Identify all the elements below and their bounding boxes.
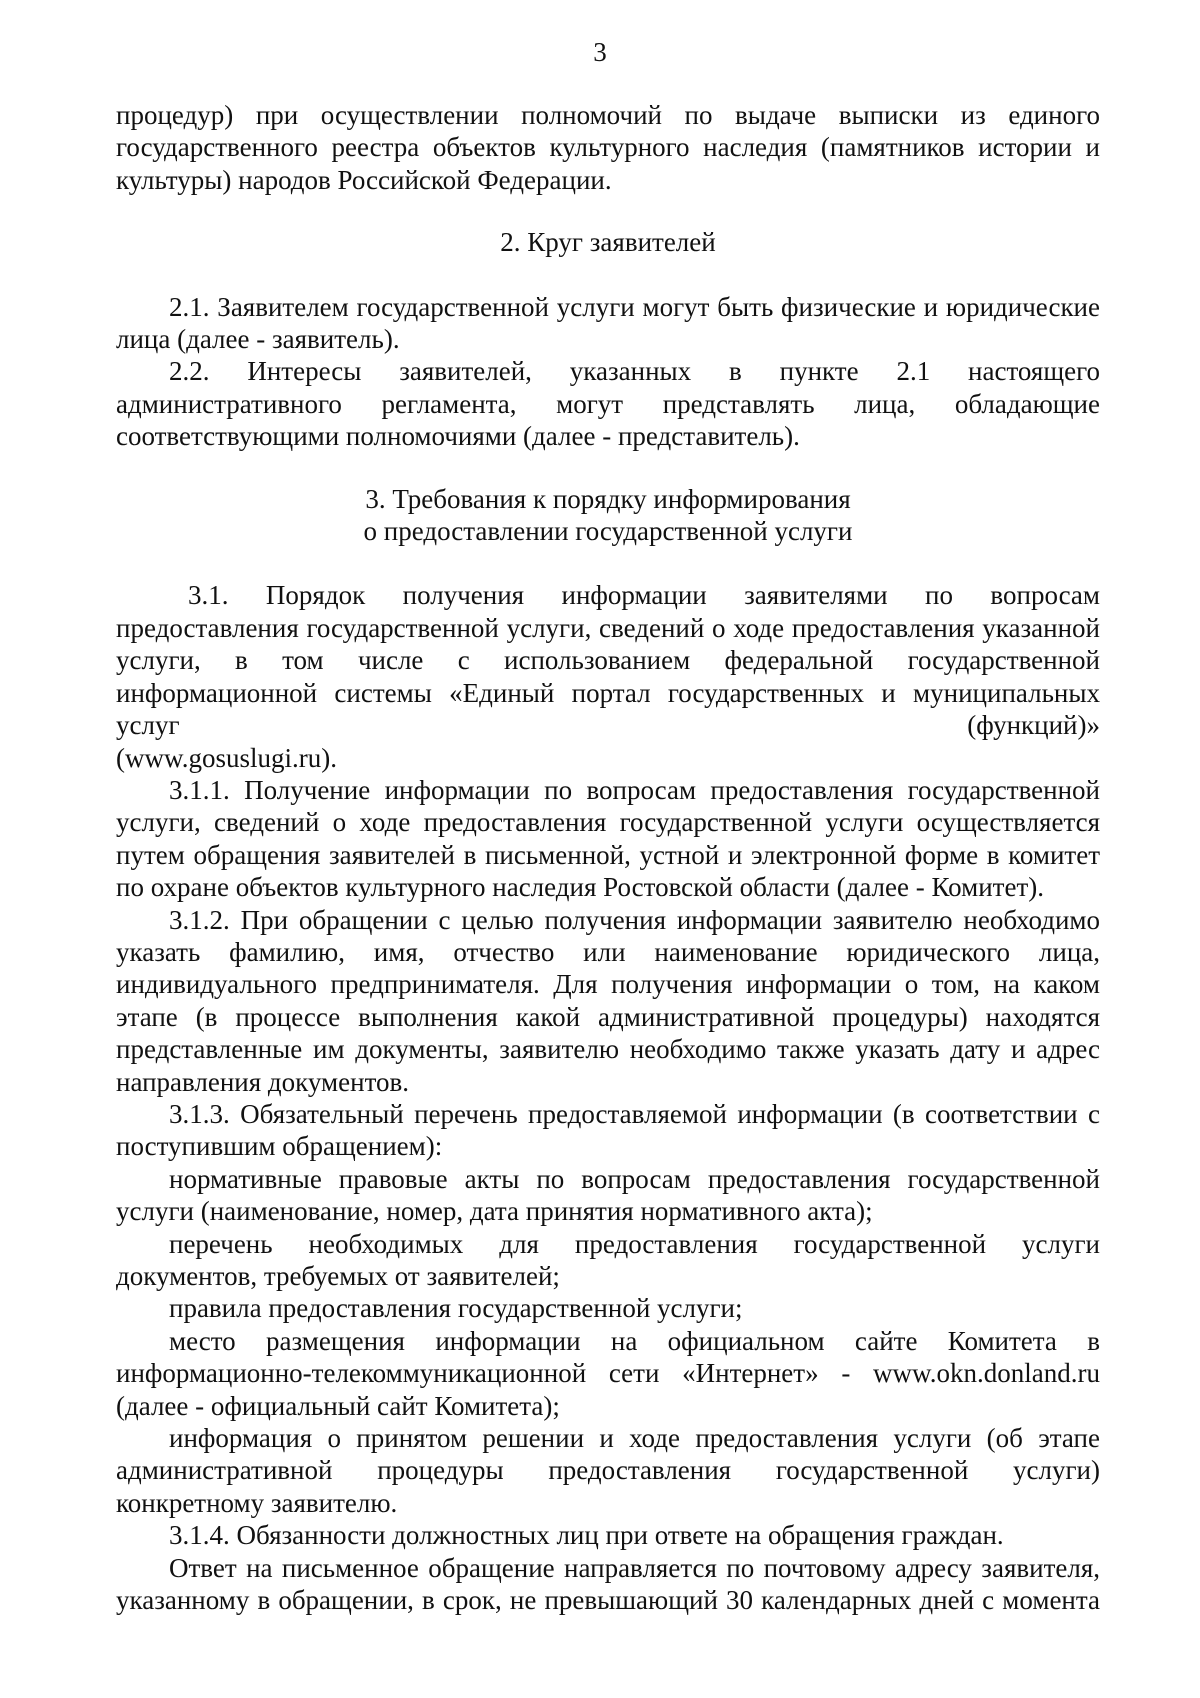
paragraph-3-1: 3.1. Порядок получения информации заявителями по вопросам предоставления государственной услуги, сведений о ходе предоставления указанной услуги, в том числе с использованием федеральной государственной информационной системы «Единый портал государственных и муниципальных услуг (функций)»: [116, 580, 1100, 741]
paragraph-3-1-4: 3.1.4. Обязанности должностных лиц при ответе на обращения граждан.: [169, 1520, 1004, 1551]
section-2-heading: 2. Круг заявителей: [500, 227, 716, 258]
list-item-normative-acts: нормативные правовые акты по вопросам предоставления государственной услуги (наименование, номер, дата принятия нормативного акта);: [116, 1163, 1100, 1227]
list-item-official-site: место размещения информации на официальном сайте Комитета в информационно-телекоммуникационной сети «Интернет» - www.okn.donland.ru (далее - официальный сайт Комитета);: [116, 1325, 1100, 1421]
list-item-service-rules: правила предоставления государственной услуги;: [169, 1293, 743, 1324]
page-number: 3: [593, 37, 607, 67]
list-item-decision-info: информация о принятом решении и ходе предоставления услуги (об этапе административной процедуры предоставления государственной услуги) конкретному заявителю.: [116, 1423, 1100, 1518]
paragraph-3-1-3: 3.1.3. Обязательный перечень предоставляемой информации (в соответствии с поступившим обращением):: [116, 1098, 1100, 1162]
list-item-required-documents: перечень необходимых для предоставления государственной услуги документов, требуемых от заявителей;: [116, 1228, 1100, 1291]
paragraph-2-2: 2.2. Интересы заявителей, указанных в пункте 2.1 настоящего административного регламента, могут представлять лица, обладающие соответствующими полномочиями (далее - представитель).: [116, 356, 1100, 452]
section-3-heading: [116, 483, 1100, 548]
section-3-heading-line-2: о предоставлении государственной услуги: [363, 516, 853, 547]
paragraph-written-answer: Ответ на письменное обращение направляется по почтовому адресу заявителя, указанному в обращении, в срок, не превышающий 30 календарных дней с момента: [116, 1552, 1100, 1616]
paragraph-3-1-2: 3.1.2. При обращении с целью получения информации заявителю необходимо указать фамилию, имя, отчество или наименование юридического лица, индивидуального предпринимателя. Для получения информации о том, на каком этапе (в процессе выполнения какой административной процедуры) находятся представленные им документы, заявителю необходимо также указать дату и адрес направления документов.: [116, 904, 1100, 1097]
paragraph-2-1: 2.1. Заявителем государственной услуги могут быть физические и юридические лица (далее - заявитель).: [116, 291, 1100, 355]
paragraph-3-1-link: (www.gosuslugi.ru).: [116, 742, 337, 773]
paragraph-3-1-1: 3.1.1. Получение информации по вопросам предоставления государственной услуги, сведений о ходе предоставления государственной услуги осуществляется путем обращения заявителей в письменной, устной и электронной форме в комитет по охране объектов культурного наследия Ростовской области (далее - Комитет).: [116, 774, 1100, 903]
document-body: [116, 99, 1100, 1616]
section-3-heading-line-1: 3. Требования к порядку информирования: [365, 483, 851, 514]
intro-paragraph: процедур) при осуществлении полномочий по выдаче выписки из единого государственного реестра объектов культурного наследия (памятников истории и культуры) народов Российской Федерации.: [116, 100, 1100, 195]
